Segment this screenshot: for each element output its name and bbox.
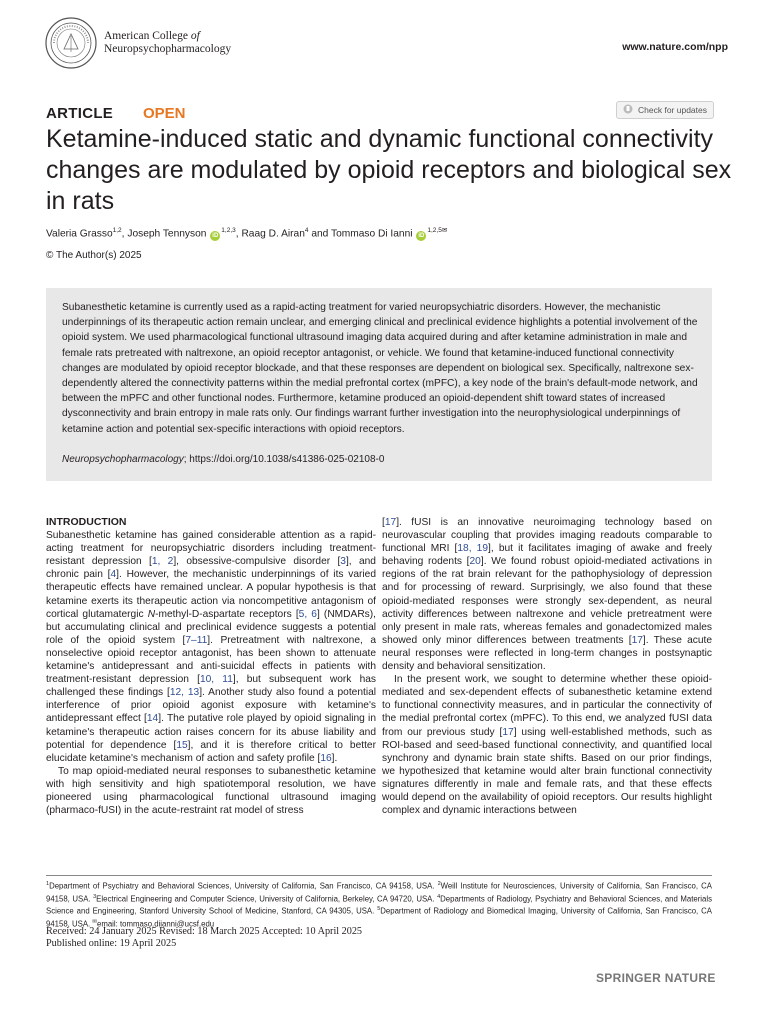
text-run: ]. Another study also found a potential interference of prior opioid agonist exposure with ketamine's antidepressant effect [ bbox=[46, 687, 377, 725]
affiliation-text: Weill Institute for Neurosciences, University of California, San Francisco, CA 94158, USA. bbox=[46, 881, 712, 904]
affiliation-text: email: tommaso.diianni@ucsf.edu bbox=[97, 919, 215, 929]
orcid-icon[interactable]: iD bbox=[212, 233, 219, 240]
text-run: Subanesthetic ketamine has gained considerable attention as a rapid-acting treatment for neuropsychiatric disorders including treatment-resistant depression [ bbox=[46, 530, 376, 568]
text-run: ]. However, the mechanistic underpinnings of its varied therapeutic effects have remained unclear. A popular hypothesis is that ketamine exerts its therapeutic action via noncompetitive antagonism of cortical glutamatergic bbox=[46, 569, 377, 620]
reference-link[interactable]: 10, 11 bbox=[199, 674, 233, 686]
reference-link[interactable]: 18, 19 bbox=[457, 543, 489, 555]
abstract-text: Subanesthetic ketamine is currently used as a rapid-acting treatment for varied neuropsychiatric disorders. However, the mechanistic underpinnings of its therapeutic action remain unclear, and emerging clinical and preclinical evidence highlights a potential involvement of the opioid system. We used pharmacological functional ultrasound imaging data acquired during and after ketamine administration in male and female rats pretreated with naltrexone, an opioid receptor antagonist, or vehicle. We found that ketamine-induced functional connectivity changes are modulated by opioid receptor blockade, and that these responses are dependent on biological sex. Specifically, naltrexone sex-dependently altered the connectivity patterns within the medial prefrontal cortex (mPFC), a key node of the brain's default-mode network, and between the mPFC and other functional nodes. Furthermore, ketamine produced an opioid-dependent shift toward states of increased dysconnectivity and brain entropy in male rats only. Our findings warrant further investigation into the neurophysiological underpinnings of ketamine action and potential sex-specific interactions with opioid receptors. bbox=[62, 302, 698, 435]
body-paragraph bbox=[46, 529, 376, 765]
text-run: ] using well-established methods, such as ROI-based and seed-based functional connectivity, and quantified local synchrony and dynamic brain state shifts. Based on our prior findings, we hypothesized that ketamine would alter brain functional connectivity signatures differently in male and female rats, and that these effects would depend on the availability of opioid receptors. Our results highlight complex and dynamic interactions between bbox=[382, 726, 712, 817]
footnote-divider bbox=[46, 875, 712, 876]
reference-link[interactable]: 15 bbox=[176, 739, 188, 751]
affiliation-text: Department of Psychiatry and Behavioral Sciences, University of California, San Francisco, CA 94158, USA. bbox=[49, 881, 438, 891]
orcid-icon[interactable]: iD bbox=[418, 233, 425, 240]
text-run: ]. bbox=[331, 752, 338, 764]
text-run: ]. We found robust opioid-mediated activations in regions of the rat brain relevant for the pathophysiology of depression and for processing of reward. Surprisingly, we also found that these opioid-mediated responses were strongly sex-dependent, as neural activity differences between naltrexone and vehicle pretreatment were only present in male rats, whereas females and gonadectomized males showed only minor differences between treatments [ bbox=[382, 556, 712, 646]
reference-link[interactable]: 3 bbox=[340, 556, 346, 568]
reference-link[interactable]: 12, 13 bbox=[169, 687, 200, 699]
text-run: In the present work, we sought to determine whether these opioid-mediated and sex-dependent effects of subanesthetic ketamine extend to functional connectivity measures, and in particular the connectivity of the medial prefrontal cortex (mPFC). To this end, we analyzed fUSI data from our previous study [ bbox=[382, 674, 712, 738]
text-run: ], obsessive-compulsive disorder [ bbox=[173, 556, 341, 568]
text-run: ], and it is therefore critical to better elucidate ketamine's mechanism of action and safety profile [ bbox=[46, 739, 376, 764]
text-run: ]. fUSI is an innovative neuroimaging technology based on neurovascular coupling that provides imaging readouts comparable to functional MRI [ bbox=[382, 517, 712, 555]
copyright-notice: © The Author(s) 2025 bbox=[46, 250, 142, 261]
organization-name: American College of Neuropsychopharmacology bbox=[104, 30, 232, 55]
bookmark-icon bbox=[623, 104, 633, 116]
journal-site-link[interactable]: www.nature.com/npp bbox=[622, 41, 728, 53]
reference-link[interactable]: 1, 2 bbox=[151, 556, 174, 568]
reference-link[interactable]: 17 bbox=[631, 634, 643, 646]
citation-line: Neuropsychopharmacology; https://doi.org/10.1038/s41386-025-02108-0 bbox=[62, 454, 385, 465]
body-column-left bbox=[46, 516, 376, 817]
reference-link[interactable]: 20 bbox=[469, 556, 481, 568]
affiliation-marker: ✉ bbox=[92, 918, 97, 925]
body-paragraph bbox=[382, 516, 712, 673]
section-heading: INTRODUCTION bbox=[46, 516, 127, 528]
affiliation-text: Electrical Engineering and Computer Science, University of California, Berkeley, CA 94720, USA. bbox=[96, 894, 438, 904]
body-paragraph bbox=[382, 673, 712, 817]
body-paragraph bbox=[46, 765, 376, 817]
text-run: To map opioid-mediated neural responses to subanesthetic ketamine with high sensitivity and high spatiotemporal resolution, we have pioneered using pharmacological functional ultrasound imaging (pharmaco-fUSI) in the acute-restraint rat model of stress bbox=[46, 765, 376, 817]
check-for-updates-label: Check for updates bbox=[638, 105, 707, 115]
reference-link[interactable]: 4 bbox=[110, 569, 117, 581]
body-column-right bbox=[382, 516, 712, 817]
reference-link[interactable]: 16 bbox=[320, 752, 332, 764]
text-run: ]. Pretreatment with naltrexone, a nonselective opioid receptor antagonist, has been shown to attenuate ketamine's antidepressant and anti-suicidal effects in patients with treatment-resistant depression [ bbox=[46, 634, 376, 686]
text-run: ], but it facilitates imaging of awake and freely behaving rodents [ bbox=[382, 543, 713, 568]
text-run: ]. These acute neural responses were reflected in long-term changes in postsynaptic density and behavioral sensitization. bbox=[382, 634, 713, 673]
text-run: ], but subsequent work has challenged these findings [ bbox=[46, 674, 376, 699]
acnp-seal-icon bbox=[44, 16, 98, 70]
article-type-label: ARTICLE bbox=[46, 105, 114, 122]
reference-link[interactable]: 5, 6 bbox=[298, 608, 317, 620]
italic-term: N bbox=[147, 608, 156, 620]
reference-link[interactable]: 14 bbox=[146, 713, 159, 725]
text-run: [ bbox=[382, 517, 385, 528]
author-name[interactable]: Joseph Tennyson bbox=[127, 228, 207, 240]
text-run: ]. The putative role played by opioid signaling in ketamine's therapeutic action raises concern for its abuse liability and potential for dependence [ bbox=[46, 713, 376, 751]
text-run: ] (NMDARs), but accumulating clinical and preclinical evidence suggests a potential role of the opioid system [ bbox=[46, 608, 376, 646]
affiliation-marker: 4 bbox=[437, 893, 441, 900]
open-access-label: OPEN bbox=[143, 105, 186, 122]
text-run: ], and chronic pain [ bbox=[46, 556, 376, 581]
affiliation-text: Department of Radiology and Biomedical Imaging, University of California, San Francisco, CA 94158, USA. bbox=[46, 906, 712, 929]
text-run: -methyl-D-aspartate receptors [ bbox=[155, 608, 299, 620]
affiliation-text: Departments of Radiology, Psychiatry and Behavioral Sciences, and Materials Science and Engineering, Stanford University School of Medicine, Stanford, CA 94305, USA. bbox=[46, 894, 712, 916]
publisher-logo: SPRINGER NATURE bbox=[596, 971, 716, 985]
affiliation-marker: 2 bbox=[437, 881, 441, 887]
author-name[interactable]: Tommaso Di Ianni bbox=[331, 228, 413, 240]
reference-link[interactable]: 7–11 bbox=[185, 634, 208, 646]
doi-link[interactable]: ; https://doi.org/10.1038/s41386-025-02108-0 bbox=[183, 454, 385, 465]
author-list: Valeria Grasso$^{1,2}$, Joseph Tennyson iD$^{1,2,3}$, Raag D. Airan$^4$ and Tommaso Di Ianni $iD^{1,2,5✉}$ bbox=[46, 227, 448, 240]
author-name[interactable]: Valeria Grasso bbox=[46, 228, 113, 240]
affiliation-marker: 1 bbox=[46, 881, 50, 887]
check-for-updates-button[interactable] bbox=[616, 101, 714, 119]
affiliations bbox=[46, 879, 712, 929]
author-name[interactable]: Raag D. Airan bbox=[241, 228, 305, 240]
article-title: Ketamine-induced static and dynamic functional connectivity changes are modulated by opioid receptors and biological sex in rats bbox=[46, 125, 732, 215]
affiliation-marker: 3 bbox=[93, 893, 97, 900]
reference-link[interactable]: 17 bbox=[384, 517, 397, 528]
affiliation-marker: 5 bbox=[377, 906, 381, 913]
reference-link[interactable]: 17 bbox=[502, 726, 514, 738]
publication-dates: Received: 24 January 2025 Revised: 18 March 2025 Accepted: 10 April 2025 Published online: 19 April 2025 bbox=[46, 926, 363, 949]
